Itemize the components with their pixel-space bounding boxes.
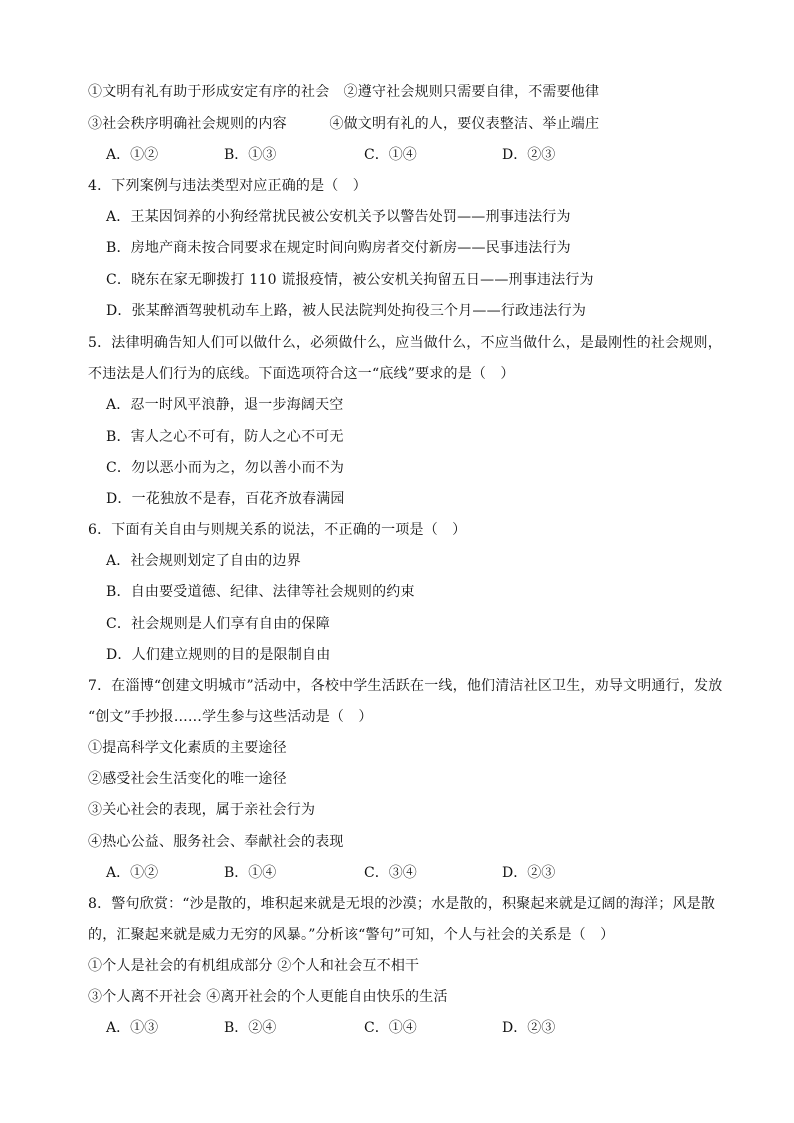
- q3-option-b[interactable]: B．①③: [224, 147, 277, 163]
- q6-option-a[interactable]: A．社会规则划定了自由的边界: [106, 553, 301, 569]
- q3-option-c[interactable]: C．①④: [364, 147, 417, 163]
- q3-option-a[interactable]: A．①②: [106, 147, 159, 163]
- q3-option-d[interactable]: D．②③: [502, 147, 556, 163]
- q8-option-a[interactable]: A．①③: [106, 1020, 159, 1036]
- q7-option-d[interactable]: D．②③: [502, 865, 556, 881]
- q8-option-d[interactable]: D．②③: [502, 1020, 556, 1036]
- q8-stem-line-1: 8．警句欣赏：“沙是散的，堆积起来就是无垠的沙漠；水是散的，积聚起来就是辽阔的海洋；风是散: [88, 896, 716, 912]
- q8-stem-line-2: 的，汇聚起来就是威力无穷的风暴。”分析该“警句”可知，个人与社会的关系是（ ）: [88, 927, 615, 943]
- q7-option-c[interactable]: C．③④: [364, 865, 417, 881]
- q8-option-b[interactable]: B．②④: [224, 1020, 277, 1036]
- q6-stem: 6．下面有关自由与则规关系的说法，不正确的一项是（ ）: [88, 522, 467, 538]
- q7-option-b[interactable]: B．①④: [224, 865, 277, 881]
- q3-statements-1-2: ①文明有礼有助于形成安定有序的社会 ②遵守社会规则只需要自律，不需要他律: [88, 84, 600, 100]
- q6-option-b[interactable]: B．自由要受道德、纪律、法律等社会规则的约束: [106, 584, 415, 600]
- q7-option-a[interactable]: A．①②: [106, 865, 159, 881]
- q8-option-c[interactable]: C．①④: [364, 1020, 417, 1036]
- q5-option-c[interactable]: C．勿以恶小而为之，勿以善小而不为: [106, 460, 345, 476]
- q6-option-c[interactable]: C．社会规则是人们享有自由的保障: [106, 616, 330, 632]
- q7-stem-line-2: “创文”手抄报……学生参与这些活动是（ ）: [88, 709, 373, 725]
- q5-stem-line-1: 5．法律明确告知人们可以做什么，必须做什么，应当做什么，不应当做什么，是最刚性的社会规则，: [88, 335, 722, 351]
- q5-option-a[interactable]: A．忍一时风平浪静，退一步海阔天空: [106, 397, 344, 413]
- q7-statement-4: ④热心公益、服务社会、奉献社会的表现: [88, 834, 344, 850]
- q7-statement-2: ②感受社会生活变化的唯一途径: [88, 771, 287, 787]
- q5-option-d[interactable]: D．一花独放不是春，百花齐放春满园: [106, 491, 345, 507]
- q4-stem: 4．下列案例与违法类型对应正确的是（ ）: [88, 178, 367, 194]
- q4-option-c[interactable]: C．晓东在家无聊拨打 110 谎报疫情，被公安机关拘留五日——刑事违法行为: [106, 272, 594, 288]
- q8-statements-1-2: ①个人是社会的有机组成部分 ②个人和社会互不相干: [88, 958, 420, 974]
- q4-option-b[interactable]: B．房地产商未按合同要求在规定时间向购房者交付新房——民事违法行为: [106, 240, 571, 256]
- q7-statement-3: ③关心社会的表现，属于亲社会行为: [88, 802, 316, 818]
- q4-option-d[interactable]: D．张某醉酒驾驶机动车上路，被人民法院判处拘役三个月——行政违法行为: [106, 303, 587, 319]
- q4-option-a[interactable]: A．王某因饲养的小狗经常扰民被公安机关予以警告处罚——刑事违法行为: [106, 209, 571, 225]
- q7-stem-line-1: 7．在淄博“创建文明城市”活动中，各校中学生活跃在一线，他们清洁社区卫生，劝导文明通行，发放: [88, 678, 723, 694]
- q6-option-d[interactable]: D．人们建立规则的目的是限制自由: [106, 647, 331, 663]
- q7-statement-1: ①提高科学文化素质的主要途径: [88, 740, 287, 756]
- q5-option-b[interactable]: B．害人之心不可有，防人之心不可无: [106, 429, 344, 445]
- q3-statements-3-4: ③社会秩序明确社会规则的内容 ④做文明有礼的人，要仪表整洁、举止端庄: [88, 116, 600, 132]
- q5-stem-line-2: 不违法是人们行为的底线。下面选项符合这一“底线”要求的是（ ）: [88, 366, 515, 382]
- q8-statements-3-4: ③个人离不开社会 ④离开社会的个人更能自由快乐的生活: [88, 989, 448, 1005]
